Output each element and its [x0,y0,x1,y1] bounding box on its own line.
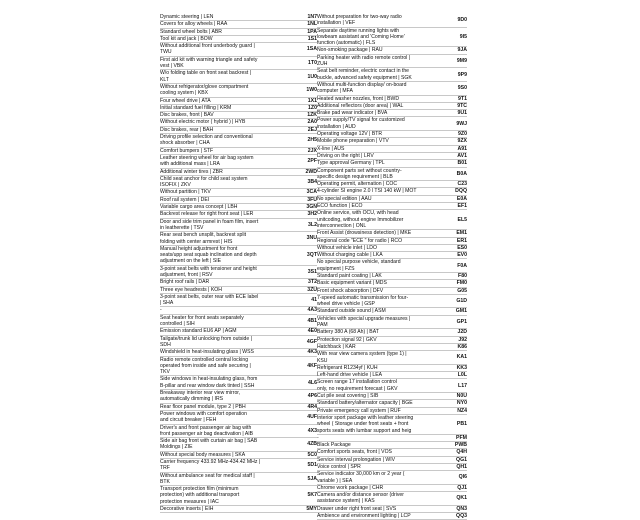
option-row [317,117,467,131]
option-description: Rear seat bench unsplit, backrest split folding with center armrest | HIS [160,232,247,245]
option-description: Without charging cable | LKA [317,252,383,259]
option-code: B0A [456,170,467,177]
option-description: Vehicles with special upgrade measures | PAM [317,315,411,329]
option-code: 3QT [306,252,317,259]
option-description: Rear floor panel module, type 2 | PBH [160,403,246,410]
options-column-right [317,14,467,520]
option-description: Without special body measures | SKA [160,451,246,458]
option-row [160,112,317,119]
option-code: G1D [456,298,467,305]
option-code: 1S1 [307,35,317,42]
option-code: 4GF [306,338,317,345]
option-row [160,211,317,218]
option-code: QQ3 [456,513,467,520]
option-row [160,315,317,329]
option-description: Tailgate/trunk lid unlocking from outside | SDH [160,335,252,348]
option-row [317,252,467,259]
option-row [317,238,467,245]
option-description: Refrigerant R1234yf | KUH [317,364,378,371]
option-row [160,127,317,134]
option-row [160,411,317,425]
option-description: Service interval prolongation | WIV [317,456,396,463]
option-code: EL5 [457,216,467,223]
option-row [317,280,467,287]
option-code: J92 [458,336,467,343]
option-description: - [160,307,162,314]
option-description: Backrest release for right front seat | LER [160,211,254,218]
option-row [317,138,467,145]
option-row [160,349,317,356]
option-row [160,390,317,404]
option-row [160,307,317,314]
option-code: A91 [457,145,467,152]
option-code: E0A [456,195,467,202]
option-code: 9M9 [456,57,467,64]
option-description: Hatchback | KAR [317,343,356,350]
option-description: Without additional front underbody guard | TWU [160,43,255,56]
option-code: QK1 [456,495,467,502]
option-row [160,357,317,377]
option-row [160,169,317,176]
option-code: 4ZB [307,441,317,448]
option-row [317,68,467,82]
option-row [160,36,317,43]
option-row [317,245,467,252]
option-code: FM0 [456,280,467,287]
option-code: GM1 [455,308,467,315]
option-row [160,43,317,57]
option-code: 1Z0 [308,104,317,111]
option-row [317,365,467,372]
option-description: Dynamic steering | LEN [160,14,214,20]
option-row [317,408,467,415]
option-description: Cut pile seat covering | SIB [317,393,379,400]
option-row [160,376,317,390]
option-description: Transport protection film (minimum protection) with additional transport protection measures | IAC [160,486,240,505]
option-row [317,464,467,471]
option-description: Component parts set without country- specific design requirement | BLB [317,167,402,180]
option-description: Brake pad wear indicator | BVA [317,110,388,117]
option-code: 4P6 [307,393,317,400]
option-row [317,492,467,506]
option-code: 4UF [307,414,317,421]
option-row [160,404,317,411]
option-row [160,232,317,246]
option-description: Separate daytime running lights with lowbeam assistant and 'Coming Home' function (automatic) | FLS [317,27,405,47]
option-description: Power windows with comfort operation and circuit breaker | FEH [160,410,247,424]
option-row [160,14,317,21]
option-code: PB1 [456,421,467,428]
option-code: G05 [457,287,467,294]
option-description: Comfort sports seats, front | VOS [317,449,392,456]
option-description: Carrier frequency 433.92 MHz-434.42 MHz | TRF [160,459,261,472]
option-row [317,316,467,330]
option-code: EM1 [456,230,467,237]
option-code: 4X3 [307,427,317,434]
option-description: Side air bag front with curtain air bag | SAB Moldings | ZIE [160,438,258,451]
option-description: Mobile phone preparation | VTV [317,138,389,145]
option-row [317,449,467,456]
option-description: Seat heater for front seats separately controlled | SIH [160,314,244,328]
option-row [317,273,467,280]
option-row [160,98,317,105]
option-description: Without preparation for two-way radio installation | VEF [317,14,402,27]
option-code: Q4H [456,449,467,456]
option-code: 4K3 [307,349,317,356]
option-description: Manual height adjustment for front seats/upp seat squab inclination and depth adjustment on the left | SIE [160,245,257,265]
option-description: Bright roof rails | DAR [160,279,210,286]
option-code: 2EJ [307,126,317,133]
option-row [160,279,317,286]
option-code: J2D [457,329,467,336]
option-code: 2H5 [307,137,317,144]
option-row [317,337,467,344]
option-row [317,393,467,400]
option-row [317,131,467,138]
option-description: Non-smoking package | RAU [317,47,383,54]
option-description: Online service, with OCU, with head unitcoding, without engine Immobilizer interconnection | ONL [317,210,404,229]
option-code: 3S1 [307,268,317,275]
option-description: Driver's and front passenger air bag with front passenger air bag deactivation | AIB [160,424,254,437]
option-description: Tool kit and jack | BOW [160,35,213,42]
option-code: 2JX [307,147,317,154]
option-row [317,471,467,485]
option-code: 3B4 [307,178,317,185]
option-row [160,84,317,98]
option-description: Roof rail system | DEI [160,196,210,203]
option-row [160,473,317,487]
option-code: 9U1 [457,110,467,117]
option-description: Disc brakes, front | BAV [160,112,214,119]
option-row [317,210,467,230]
option-description: Without partition | TKV [160,189,211,196]
option-description: 3-point seat belts with tensioner and height adjustment, front | RSV [160,265,257,278]
option-description: Radio remote controlled central locking operated from inside and safe securing | TKV [160,356,251,376]
option-code: PFM [456,434,467,441]
option-code: 3GN [306,204,317,211]
option-code: QG1 [456,456,467,463]
option-description: Comfort bumpers | STF [160,147,214,154]
option-row [317,14,467,28]
option-description: Variable cargo area concept | LBH [160,204,238,211]
option-code: 2WD [305,168,317,175]
option-description: Front shock absorption | DFV [317,287,384,294]
option-code: PWB [454,442,467,449]
option-row [160,119,317,126]
option-code: 9D0 [457,17,467,24]
option-code: 2A0 [307,119,317,126]
option-description: Decorative inserts | EIH [160,506,214,513]
option-row [160,197,317,204]
option-description: Initial standard fuel filling | KRM [160,104,232,111]
option-code: 4B1 [307,317,317,324]
option-code: 41 [311,297,317,304]
option-description: Disc brakes, rear | BAH [160,126,214,133]
option-row [160,176,317,190]
option-row [317,372,467,379]
option-description: Standard outside sound | ASM [317,308,386,315]
option-code: 9ZX [457,138,467,145]
option-code: ES0 [457,244,467,251]
option-code: 3T2 [308,279,317,286]
option-code: F80 [458,272,467,279]
option-row [160,189,317,196]
options-column-left [160,14,317,513]
option-description: Service indicator 30,000 km or 2 year ( variable ) | SEA [317,471,405,484]
option-description: Screen range 17 installation control only, no requirement forecast | GKV [317,379,398,392]
option-code: 3CA [306,189,317,196]
option-description: W/o folding table on front seat backrest | KLT [160,70,252,83]
option-code: 4L6 [308,379,317,386]
option-description: Heated washer nozzles, front | BWD [317,95,400,102]
option-description: Operating voltage 12V | BTR [317,131,383,138]
option-description: Three eye headrests | KOH [160,286,222,293]
option-code: 9T1 [458,95,467,102]
option-row [160,266,317,280]
option-code: DQQ [455,188,467,195]
option-code: QJ1 [457,484,467,491]
option-code: 4A3 [307,307,317,314]
option-description: Ambience and environment lighting | LCP [317,513,411,520]
option-row [160,70,317,84]
option-description: Without electric motor ( hybrid ) | HYB [160,119,246,126]
option-code: L0L [457,372,467,379]
option-row [317,485,467,492]
option-code: 4KF [307,362,317,369]
option-description: X-line | AUS [317,145,345,152]
option-code: 5D1 [307,462,317,469]
option-description: Protection signal 92 | GKV [317,336,377,343]
option-row [317,379,467,393]
option-code: L17 [458,382,467,389]
option-code: 1N7 [307,14,317,20]
option-description: Windshield in heat-insulating glass | WSS [160,349,254,356]
option-row [160,134,317,148]
option-code: F0A [457,262,467,269]
option-code: 4R4 [307,403,317,410]
option-row [160,204,317,211]
option-code: 1NL [307,21,317,28]
option-code: 5K7 [307,492,317,499]
option-row [160,506,317,513]
option-code: B01 [457,160,467,167]
option-code: 1SA [306,46,317,53]
option-description: Chrome work package | CHR [317,484,384,491]
option-row [160,105,317,112]
option-description: 3-point seat belts, outer rear with ECE label | SHA [160,293,259,307]
option-code: 5JA [307,475,317,482]
option-row [317,110,467,117]
option-description: Basic equipment variant | MDS [317,280,387,287]
option-description: No special purpose vehicle, standard equipment | FZS [317,259,401,272]
option-description: Breakaway interior rear view mirror, automatically dimming | IRS [160,390,241,403]
option-row [160,452,317,459]
option-row [317,28,467,48]
option-row [160,155,317,169]
option-row [160,294,317,308]
option-description: Covers for alloy wheels | RAA [160,21,228,28]
option-description: Without multi-function display/ on-board computer | MFA [317,81,407,95]
option-row [317,203,467,210]
option-row [160,57,317,71]
option-description: With rear view camera system (type 1) | KSU [317,351,407,364]
option-code: N0U [456,393,467,400]
option-row [160,425,317,439]
option-description: Door and side trim panel in foam film, insert in leatherette | TSV [160,218,259,231]
option-code: EF1 [457,203,467,210]
option-description: Private emergency call system | RUF [317,407,401,414]
option-row [317,196,467,203]
option-code: 1ZK [307,112,317,119]
option-description: Emission standard EU6 AP | AGM [160,328,237,335]
option-row [160,459,317,473]
option-description: Without ambulance seat for medical staff | BTK [160,472,255,485]
option-row [160,148,317,155]
option-description: Camera and/or distance sensor (driver assistance system) | KAS [317,492,404,505]
option-description: Front Assist (drowsiness detection) | MKE [317,230,412,237]
option-row [160,486,317,506]
option-code: 9JA [457,47,467,54]
option-row [317,329,467,336]
option-row [317,230,467,237]
option-description: Regional code "ECE " for radio | RCO [317,237,403,244]
option-code: AV1 [457,152,467,159]
option-description: Side windows in heat-insulating glass, from B-pillar and rear window dark tinted | SSH [160,376,258,389]
option-code: K86 [457,343,467,350]
option-code: NY0 [456,400,467,407]
option-row [317,160,467,167]
option-code: 1U0 [307,73,317,80]
option-description: Left-hand drive vehicle | LEA [317,372,383,379]
option-row [160,287,317,294]
option-code: QH1 [456,464,467,470]
option-code: 9WJ [456,120,467,127]
option-code: 3H2 [307,211,317,218]
option-description: Operating permit, alternation | COC [317,181,398,188]
option-code: 4E0 [307,328,317,335]
option-description: Four wheel drive | ATA [160,97,211,104]
option-description: Standard paint coating | LAK [317,272,382,279]
option-description: Driving profile selection and conventional shock absorber | CHA [160,134,253,147]
option-row [317,288,467,295]
option-description: 7-speed automatic transmission for four- wheel drive vehicle | GSP [317,294,409,308]
option-description: Battery 380 A (68 Ah) | BAT [317,329,379,336]
option-description: Type approval Germany | TPL [317,160,385,167]
option-row [317,259,467,273]
option-code: KA1 [456,354,467,361]
option-code: 1W0 [306,87,317,94]
option-description: Leather steering wheel for air bag system with additional mass | LRA [160,154,254,168]
option-description: Without refrigerator/glove compartment cooling system | KBX [160,83,249,97]
option-row [317,96,467,103]
option-description: Power supply/TV signal for customized installation | AUD [317,117,405,130]
option-code: 2PF [307,158,317,165]
option-code: 5MY [306,506,317,513]
option-code: 9TC [457,102,467,109]
option-code: C23 [457,181,467,188]
option-row [317,55,467,69]
option-row [317,442,467,449]
option-code: 3NU [306,235,317,242]
option-row [160,246,317,266]
option-code: ER1 [456,237,467,244]
option-row [160,328,317,335]
option-row [317,435,467,442]
option-description: Driving on the right | LRV [317,152,374,159]
option-row [317,168,467,182]
option-description: Without vehicle inlet | LDO [317,244,377,251]
option-row [317,351,467,365]
option-code: 9I5 [459,33,467,40]
option-description: No special edition | AAU [317,195,372,202]
option-code: GP1 [456,318,467,325]
option-row [317,146,467,153]
option-row [317,415,467,435]
option-description: Voice control | SPR [317,464,361,470]
option-description: Child seat anchor for child seat system ISOFIX | ZKV [160,175,248,189]
option-row [160,219,317,233]
option-row [317,188,467,195]
option-description: Additional reflectors (door area) | WAL [317,102,404,109]
option-row [317,181,467,188]
option-row [317,506,467,513]
option-code: 3L2 [308,221,317,228]
option-code: 3ZU [307,286,317,293]
option-description: Drawer under right front seat | SVS [317,505,397,512]
option-code: 9Z0 [458,131,467,138]
option-description: First aid kit with warning triangle and safety vest | VBK [160,56,258,70]
option-description: 4-cylinder SI engine 2.0 l TSI 140 kW | MOT [317,188,417,195]
option-row [317,295,467,309]
option-description: Standard battery/alternator capacity | BGE [317,400,413,407]
option-code: EV0 [457,252,467,259]
option-code: 9S0 [457,85,467,92]
option-code: QN3 [456,505,467,512]
option-code: NZ4 [457,407,467,414]
option-description: Parking heater with radio remote control | ZUH [317,54,411,68]
option-row [317,344,467,351]
option-row [160,29,317,36]
option-code: KK3 [456,364,467,371]
option-row [317,400,467,407]
option-code: 3FU [307,196,317,203]
option-code: QI6 [458,474,467,481]
option-row [317,103,467,110]
option-row [160,336,317,350]
option-description: Black Package [317,442,351,449]
option-row [160,438,317,452]
option-description: Seat belt reminder, electric contact in the buckle, advanced safety equipment | SGK [317,68,412,81]
option-code: 5C0 [307,451,317,458]
option-description: Standard wheel bolts | ABR [160,28,222,35]
option-row [317,457,467,464]
option-description: Interior sport package with leather steering wheel ( Storage under front seats + front sports seats with lumbar support and heig [317,414,414,434]
option-row [317,47,467,54]
option-row [317,82,467,96]
option-row [317,153,467,160]
option-row [317,513,467,520]
option-row [317,308,467,315]
option-row [160,21,317,28]
option-code: 1X1 [307,97,317,104]
option-description: - [317,434,319,441]
option-description: Additional winter tires | ZBR [160,168,223,175]
option-description: ECO function | ECO [317,203,363,210]
option-code: 9P9 [457,71,467,78]
option-code: 1T0 [308,59,317,66]
option-code: 1PA [307,28,317,35]
